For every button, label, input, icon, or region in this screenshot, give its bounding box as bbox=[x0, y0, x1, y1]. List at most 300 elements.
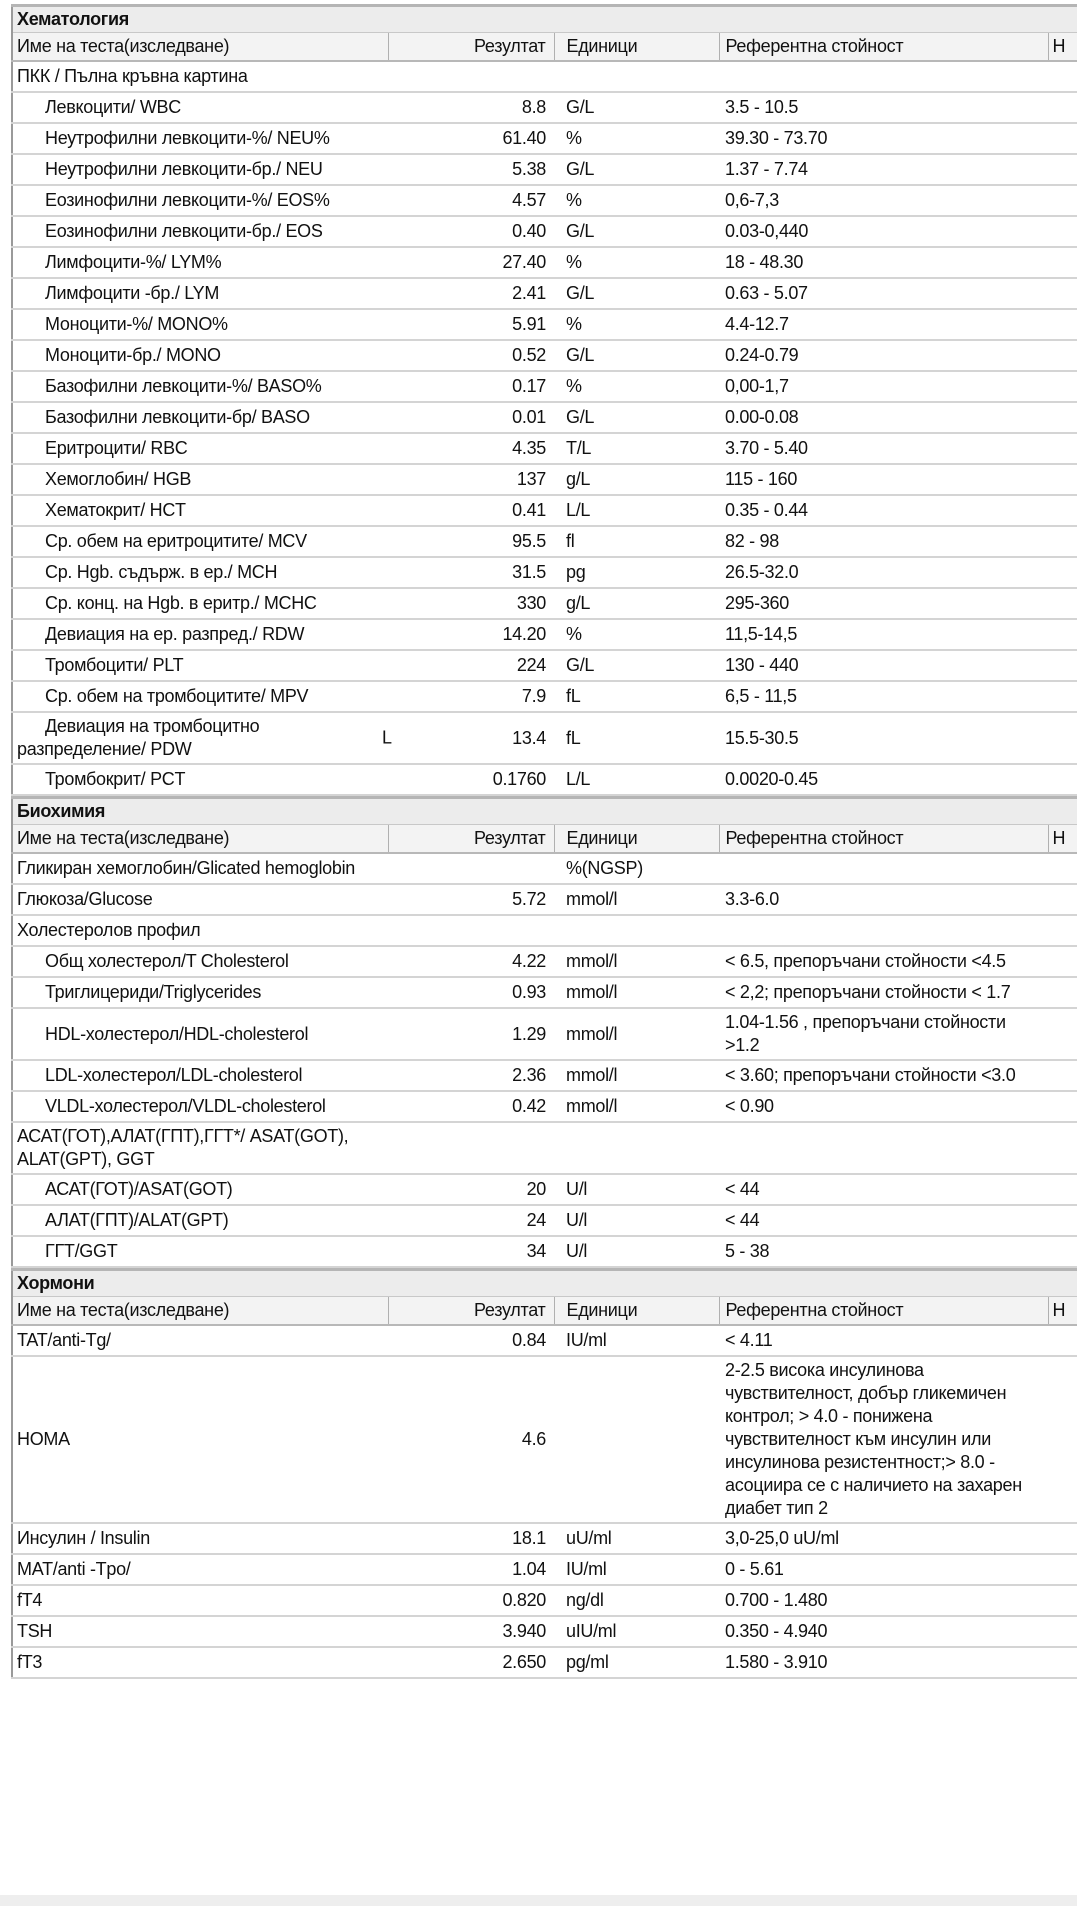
test-name: Лимфоцити -бр./ LYM bbox=[12, 278, 388, 309]
table-row bbox=[12, 946, 1077, 977]
test-name: fT3 bbox=[12, 1647, 388, 1678]
result-cell bbox=[388, 1356, 554, 1523]
lab-results bbox=[11, 4, 1077, 1679]
result-value: 8.8 bbox=[521, 97, 546, 117]
extra-cell bbox=[1048, 309, 1077, 340]
result-cell bbox=[388, 1325, 554, 1356]
reference-cell: 2-2.5 висока инсулинова чувствителност, добър гликемичен контрол; > 4.0 - понижена чувствителност към инсулин или инсулинова резистентност;> 8.0 - асоциира се с наличието на захарен диабет тип 2 bbox=[719, 1356, 1048, 1523]
column-header-extra[interactable]: Н bbox=[1048, 33, 1077, 62]
units-cell: mmol/l bbox=[554, 977, 719, 1008]
units-cell: % bbox=[554, 123, 719, 154]
result-value: 137 bbox=[516, 469, 546, 489]
test-name: HDL-холестерол/HDL-cholesterol bbox=[12, 1008, 388, 1060]
test-name: Девиация на тромбоцитно разпределение/ PDW bbox=[12, 712, 388, 764]
extra-cell bbox=[1048, 1647, 1077, 1678]
reference-cell bbox=[719, 915, 1048, 946]
column-header-name[interactable]: Име на теста(изследване) bbox=[12, 825, 388, 854]
extra-cell bbox=[1048, 1091, 1077, 1122]
result-value: 4.6 bbox=[521, 1429, 546, 1449]
units-cell: G/L bbox=[554, 340, 719, 371]
test-name: Холестеролов профил bbox=[12, 915, 388, 946]
test-name: Тромбоцити/ PLT bbox=[12, 650, 388, 681]
units-cell: ng/dl bbox=[554, 1585, 719, 1616]
test-name: Девиация на ер. разпред./ RDW bbox=[12, 619, 388, 650]
table-row bbox=[12, 1008, 1077, 1060]
result-value: 5.72 bbox=[512, 889, 546, 909]
table-row bbox=[12, 154, 1077, 185]
column-header-name[interactable]: Име на теста(изследване) bbox=[12, 1297, 388, 1326]
result-value: 13.4 bbox=[512, 727, 546, 748]
units-cell: G/L bbox=[554, 278, 719, 309]
units-cell: pg bbox=[554, 557, 719, 588]
reference-cell: 0.350 - 4.940 bbox=[719, 1616, 1048, 1647]
test-name: Хемоглобин/ HGB bbox=[12, 464, 388, 495]
result-cell bbox=[388, 185, 554, 216]
result-value: 0.1760 bbox=[492, 769, 546, 789]
test-name: LDL-холестерол/LDL-cholesterol bbox=[12, 1060, 388, 1091]
table-row bbox=[12, 402, 1077, 433]
units-cell: IU/ml bbox=[554, 1325, 719, 1356]
result-value: 0.42 bbox=[512, 1096, 546, 1116]
result-value: 27.40 bbox=[502, 252, 546, 272]
test-name: ГГТ/GGT bbox=[12, 1236, 388, 1267]
table-row bbox=[12, 123, 1077, 154]
test-name: Неутрофилни левкоцити-%/ NEU% bbox=[12, 123, 388, 154]
result-cell bbox=[388, 1205, 554, 1236]
units-cell bbox=[554, 915, 719, 946]
units-cell: mmol/l bbox=[554, 1091, 719, 1122]
result-cell bbox=[388, 123, 554, 154]
section-table bbox=[11, 4, 1077, 796]
column-header-name[interactable]: Име на теста(изследване) bbox=[12, 33, 388, 62]
test-name: Тромбокрит/ PCT bbox=[12, 764, 388, 795]
reference-cell: 39.30 - 73.70 bbox=[719, 123, 1048, 154]
reference-cell: 1.37 - 7.74 bbox=[719, 154, 1048, 185]
reference-cell: 0.0020-0.45 bbox=[719, 764, 1048, 795]
extra-cell bbox=[1048, 1060, 1077, 1091]
result-cell bbox=[388, 619, 554, 650]
result-cell bbox=[388, 526, 554, 557]
extra-cell bbox=[1048, 1008, 1077, 1060]
test-name: Лимфоцити-%/ LYM% bbox=[12, 247, 388, 278]
result-cell bbox=[388, 1008, 554, 1060]
test-name: ПКК / Пълна кръвна картина bbox=[12, 61, 388, 92]
result-value: 4.57 bbox=[512, 190, 546, 210]
table-row bbox=[12, 557, 1077, 588]
table-row bbox=[12, 247, 1077, 278]
result-value: 95.5 bbox=[512, 531, 546, 551]
reference-cell: 0.00-0.08 bbox=[719, 402, 1048, 433]
units-cell: % bbox=[554, 309, 719, 340]
column-header-result[interactable]: Резултат bbox=[388, 825, 554, 854]
units-cell: U/l bbox=[554, 1205, 719, 1236]
result-value: 20 bbox=[526, 1179, 546, 1199]
units-cell: fL bbox=[554, 681, 719, 712]
table-row bbox=[12, 650, 1077, 681]
test-name: Инсулин / Insulin bbox=[12, 1523, 388, 1554]
extra-cell bbox=[1048, 1122, 1077, 1174]
group-row bbox=[12, 1122, 1077, 1174]
reference-cell: 0,6-7,3 bbox=[719, 185, 1048, 216]
test-name: Ср. конц. на Hgb. в еритр./ MCHC bbox=[12, 588, 388, 619]
section-table bbox=[11, 796, 1077, 1268]
units-cell: L/L bbox=[554, 495, 719, 526]
result-cell bbox=[388, 853, 554, 884]
test-name: HOMA bbox=[12, 1356, 388, 1523]
units-cell bbox=[554, 61, 719, 92]
test-name: VLDL-холестерол/VLDL-cholesterol bbox=[12, 1091, 388, 1122]
column-header-result[interactable]: Резултат bbox=[388, 33, 554, 62]
result-cell bbox=[388, 495, 554, 526]
table-row bbox=[12, 619, 1077, 650]
reference-cell: 3.5 - 10.5 bbox=[719, 92, 1048, 123]
test-name: Моноцити-бр./ MONO bbox=[12, 340, 388, 371]
result-cell bbox=[388, 1554, 554, 1585]
extra-cell bbox=[1048, 853, 1077, 884]
table-row bbox=[12, 977, 1077, 1008]
section-table bbox=[11, 1268, 1077, 1679]
units-cell: mmol/l bbox=[554, 946, 719, 977]
column-header-units[interactable]: Единици bbox=[554, 33, 719, 62]
result-cell bbox=[388, 464, 554, 495]
reference-cell: < 0.90 bbox=[719, 1091, 1048, 1122]
test-name: MAT/anti -Tpo/ bbox=[12, 1554, 388, 1585]
table-row bbox=[12, 1356, 1077, 1523]
result-value: 34 bbox=[526, 1241, 546, 1261]
test-name: Гликиран хемоглобин/Glicated hemoglobin bbox=[12, 853, 388, 884]
extra-cell bbox=[1048, 340, 1077, 371]
reference-cell: 3,0-25,0 uU/ml bbox=[719, 1523, 1048, 1554]
table-row bbox=[12, 371, 1077, 402]
units-cell: G/L bbox=[554, 650, 719, 681]
extra-cell bbox=[1048, 1356, 1077, 1523]
result-value: 0.52 bbox=[512, 345, 546, 365]
units-cell: T/L bbox=[554, 433, 719, 464]
units-cell: G/L bbox=[554, 216, 719, 247]
table-row bbox=[12, 1205, 1077, 1236]
result-cell bbox=[388, 61, 554, 92]
table-row bbox=[12, 1174, 1077, 1205]
result-cell bbox=[388, 884, 554, 915]
test-name: TSH bbox=[12, 1616, 388, 1647]
result-value: 0.40 bbox=[512, 221, 546, 241]
result-value: 14.20 bbox=[502, 624, 546, 644]
result-value: 2.36 bbox=[512, 1065, 546, 1085]
result-cell bbox=[388, 278, 554, 309]
test-name: АЛАТ(ГПТ)/ALAT(GPT) bbox=[12, 1205, 388, 1236]
result-value: 24 bbox=[526, 1210, 546, 1230]
reference-cell: < 3.60; препоръчани стойности <3.0 bbox=[719, 1060, 1048, 1091]
result-value: 1.29 bbox=[512, 1023, 546, 1044]
extra-cell bbox=[1048, 650, 1077, 681]
reference-cell: 0.24-0.79 bbox=[719, 340, 1048, 371]
reference-cell: < 44 bbox=[719, 1205, 1048, 1236]
extra-cell bbox=[1048, 1205, 1077, 1236]
extra-cell bbox=[1048, 588, 1077, 619]
result-cell bbox=[382, 712, 554, 764]
table-row bbox=[12, 681, 1077, 712]
table-row bbox=[12, 1616, 1077, 1647]
reference-cell: 130 - 440 bbox=[719, 650, 1048, 681]
result-value: 2.41 bbox=[512, 283, 546, 303]
extra-cell bbox=[1048, 1236, 1077, 1267]
reference-cell: 4.4-12.7 bbox=[719, 309, 1048, 340]
result-cell bbox=[388, 1060, 554, 1091]
result-value: 224 bbox=[516, 655, 546, 675]
result-value: 330 bbox=[516, 593, 546, 613]
column-header-units[interactable]: Единици bbox=[554, 825, 719, 854]
reference-cell: 295-360 bbox=[719, 588, 1048, 619]
extra-cell bbox=[1048, 946, 1077, 977]
extra-cell bbox=[1048, 464, 1077, 495]
result-cell bbox=[388, 681, 554, 712]
test-name: Моноцити-%/ MONO% bbox=[12, 309, 388, 340]
extra-cell bbox=[1048, 915, 1077, 946]
table-row bbox=[12, 309, 1077, 340]
result-value: 3.940 bbox=[502, 1621, 546, 1641]
reference-cell: 15.5-30.5 bbox=[719, 712, 1048, 764]
units-cell: G/L bbox=[554, 92, 719, 123]
units-cell: uIU/ml bbox=[554, 1616, 719, 1647]
reference-cell: 3.3-6.0 bbox=[719, 884, 1048, 915]
table-row bbox=[12, 884, 1077, 915]
table-row bbox=[12, 764, 1077, 795]
reference-cell: 6,5 - 11,5 bbox=[719, 681, 1048, 712]
units-cell: mmol/l bbox=[554, 1008, 719, 1060]
extra-cell bbox=[1048, 977, 1077, 1008]
column-header-units[interactable]: Единици bbox=[554, 1297, 719, 1326]
result-value: 1.04 bbox=[512, 1559, 546, 1579]
scroll-area-bottom bbox=[0, 1895, 1077, 1906]
reference-cell: 0 - 5.61 bbox=[719, 1554, 1048, 1585]
reference-cell bbox=[719, 1122, 1048, 1174]
reference-cell bbox=[719, 853, 1048, 884]
result-value: 5.38 bbox=[512, 159, 546, 179]
result-cell bbox=[388, 1523, 554, 1554]
extra-cell bbox=[1048, 1325, 1077, 1356]
extra-cell bbox=[1048, 278, 1077, 309]
reference-cell: 18 - 48.30 bbox=[719, 247, 1048, 278]
table-row bbox=[12, 340, 1077, 371]
result-cell bbox=[388, 650, 554, 681]
table-row bbox=[12, 433, 1077, 464]
table-row bbox=[12, 1236, 1077, 1267]
result-cell bbox=[388, 764, 554, 795]
extra-cell bbox=[1048, 402, 1077, 433]
result-cell bbox=[388, 340, 554, 371]
extra-cell bbox=[1048, 1523, 1077, 1554]
test-name: Триглицериди/Triglycerides bbox=[12, 977, 388, 1008]
result-value: 4.35 bbox=[512, 438, 546, 458]
table-row bbox=[12, 278, 1077, 309]
table-row bbox=[12, 1585, 1077, 1616]
result-cell bbox=[388, 588, 554, 619]
units-cell bbox=[554, 1122, 719, 1174]
column-header-row bbox=[12, 33, 1077, 62]
extra-cell bbox=[1048, 526, 1077, 557]
table-row bbox=[12, 464, 1077, 495]
units-cell: g/L bbox=[554, 464, 719, 495]
reference-cell: 0,00-1,7 bbox=[719, 371, 1048, 402]
reference-cell: 3.70 - 5.40 bbox=[719, 433, 1048, 464]
units-cell: G/L bbox=[554, 402, 719, 433]
section-header bbox=[12, 798, 1077, 825]
result-value: 61.40 bbox=[502, 128, 546, 148]
table-row bbox=[12, 1091, 1077, 1122]
test-name: Базофилни левкоцити-%/ BASO% bbox=[12, 371, 388, 402]
result-value: 0.17 bbox=[512, 376, 546, 396]
reference-cell: 82 - 98 bbox=[719, 526, 1048, 557]
column-header-reference[interactable]: Референтна стойност bbox=[719, 1297, 1048, 1326]
units-cell: % bbox=[554, 247, 719, 278]
reference-cell: < 4.11 bbox=[719, 1325, 1048, 1356]
group-row bbox=[12, 915, 1077, 946]
reference-cell: < 2,2; препоръчани стойности < 1.7 bbox=[719, 977, 1048, 1008]
result-cell bbox=[388, 977, 554, 1008]
result-value: 0.820 bbox=[502, 1590, 546, 1610]
table-row bbox=[12, 1554, 1077, 1585]
reference-cell: 0.35 - 0.44 bbox=[719, 495, 1048, 526]
extra-cell bbox=[1048, 61, 1077, 92]
units-cell: U/l bbox=[554, 1174, 719, 1205]
result-cell bbox=[388, 92, 554, 123]
section-title: Биохимия bbox=[12, 798, 1077, 825]
extra-cell bbox=[1048, 619, 1077, 650]
test-name: Ср. обем на тромбоцитите/ MPV bbox=[12, 681, 388, 712]
result-cell bbox=[388, 915, 554, 946]
flag-low: L bbox=[382, 727, 392, 748]
column-header-row bbox=[12, 1297, 1077, 1326]
units-cell: L/L bbox=[554, 764, 719, 795]
test-name: Глюкоза/Glucose bbox=[12, 884, 388, 915]
extra-cell bbox=[1048, 247, 1077, 278]
result-value: 5.91 bbox=[512, 314, 546, 334]
table-row bbox=[12, 712, 1077, 764]
extra-cell bbox=[1048, 1616, 1077, 1647]
test-name: Еозинофилни левкоцити-%/ EOS% bbox=[12, 185, 388, 216]
result-cell bbox=[388, 247, 554, 278]
column-header-reference[interactable]: Референтна стойност bbox=[719, 825, 1048, 854]
table-row bbox=[12, 216, 1077, 247]
column-header-row bbox=[12, 825, 1077, 854]
extra-cell bbox=[1048, 154, 1077, 185]
units-cell: g/L bbox=[554, 588, 719, 619]
extra-cell bbox=[1048, 495, 1077, 526]
result-cell bbox=[388, 433, 554, 464]
extra-cell bbox=[1048, 712, 1077, 764]
result-cell bbox=[388, 1174, 554, 1205]
result-value: 0.84 bbox=[512, 1330, 546, 1350]
units-cell: %(NGSP) bbox=[554, 853, 719, 884]
units-cell bbox=[554, 1356, 719, 1523]
result-cell bbox=[388, 946, 554, 977]
units-cell: % bbox=[554, 371, 719, 402]
extra-cell bbox=[1048, 371, 1077, 402]
extra-cell bbox=[1048, 92, 1077, 123]
reference-cell: 0.700 - 1.480 bbox=[719, 1585, 1048, 1616]
extra-cell bbox=[1048, 1585, 1077, 1616]
reference-cell: 0.63 - 5.07 bbox=[719, 278, 1048, 309]
test-name: Левкоцити/ WBC bbox=[12, 92, 388, 123]
table-row bbox=[12, 1325, 1077, 1356]
units-cell: G/L bbox=[554, 154, 719, 185]
extra-cell bbox=[1048, 1174, 1077, 1205]
test-name: Еритроцити/ RBC bbox=[12, 433, 388, 464]
test-name: Общ холестерол/T Cholesterol bbox=[12, 946, 388, 977]
extra-cell bbox=[1048, 185, 1077, 216]
test-name: Ср. Hgb. съдърж. в ер./ MCH bbox=[12, 557, 388, 588]
units-cell: mmol/l bbox=[554, 1060, 719, 1091]
units-cell: IU/ml bbox=[554, 1554, 719, 1585]
extra-cell bbox=[1048, 764, 1077, 795]
units-cell: U/l bbox=[554, 1236, 719, 1267]
units-cell: fL bbox=[554, 712, 719, 764]
section-header bbox=[12, 6, 1077, 33]
test-name: Неутрофилни левкоцити-бр./ NEU bbox=[12, 154, 388, 185]
units-cell: % bbox=[554, 185, 719, 216]
table-row bbox=[12, 853, 1077, 884]
group-row bbox=[12, 61, 1077, 92]
table-row bbox=[12, 1647, 1077, 1678]
result-value: 18.1 bbox=[512, 1528, 546, 1548]
section-title: Хематология bbox=[12, 6, 1077, 33]
result-value: 0.41 bbox=[512, 500, 546, 520]
result-cell bbox=[388, 1585, 554, 1616]
result-value: 0.93 bbox=[512, 982, 546, 1002]
test-name: АСАТ(ГОТ)/ASAT(GOT) bbox=[12, 1174, 388, 1205]
result-cell bbox=[388, 154, 554, 185]
table-row bbox=[12, 526, 1077, 557]
result-cell bbox=[388, 1647, 554, 1678]
result-value: 4.22 bbox=[512, 951, 546, 971]
units-cell: % bbox=[554, 619, 719, 650]
result-cell bbox=[388, 1091, 554, 1122]
reference-cell: 0.03-0,440 bbox=[719, 216, 1048, 247]
column-header-reference[interactable]: Референтна стойност bbox=[719, 33, 1048, 62]
result-value: 31.5 bbox=[512, 562, 546, 582]
extra-cell bbox=[1048, 557, 1077, 588]
column-header-extra[interactable]: Н bbox=[1048, 1297, 1077, 1326]
test-name: fT4 bbox=[12, 1585, 388, 1616]
extra-cell bbox=[1048, 433, 1077, 464]
extra-cell bbox=[1048, 1554, 1077, 1585]
reference-cell: 11,5-14,5 bbox=[719, 619, 1048, 650]
reference-cell: 5 - 38 bbox=[719, 1236, 1048, 1267]
table-row bbox=[12, 185, 1077, 216]
test-name: Ср. обем на еритроцитите/ MCV bbox=[12, 526, 388, 557]
result-cell bbox=[388, 557, 554, 588]
extra-cell bbox=[1048, 884, 1077, 915]
test-name: Еозинофилни левкоцити-бр./ EOS bbox=[12, 216, 388, 247]
result-cell bbox=[388, 1122, 554, 1174]
units-cell: pg/ml bbox=[554, 1647, 719, 1678]
result-cell bbox=[388, 1236, 554, 1267]
table-row bbox=[12, 1523, 1077, 1554]
table-row bbox=[12, 1060, 1077, 1091]
units-cell: uU/ml bbox=[554, 1523, 719, 1554]
reference-cell: < 6.5, препоръчани стойности <4.5 bbox=[719, 946, 1048, 977]
reference-cell: 1.04-1.56 , препоръчани стойности >1.2 bbox=[719, 1008, 1048, 1060]
column-header-extra[interactable]: Н bbox=[1048, 825, 1077, 854]
table-row bbox=[12, 92, 1077, 123]
table-row bbox=[12, 495, 1077, 526]
test-name: Хематокрит/ HCT bbox=[12, 495, 388, 526]
test-name: TAT/anti-Tg/ bbox=[12, 1325, 388, 1356]
result-cell bbox=[388, 216, 554, 247]
units-cell: fl bbox=[554, 526, 719, 557]
column-header-result[interactable]: Резултат bbox=[388, 1297, 554, 1326]
section-title: Хормони bbox=[12, 1270, 1077, 1297]
